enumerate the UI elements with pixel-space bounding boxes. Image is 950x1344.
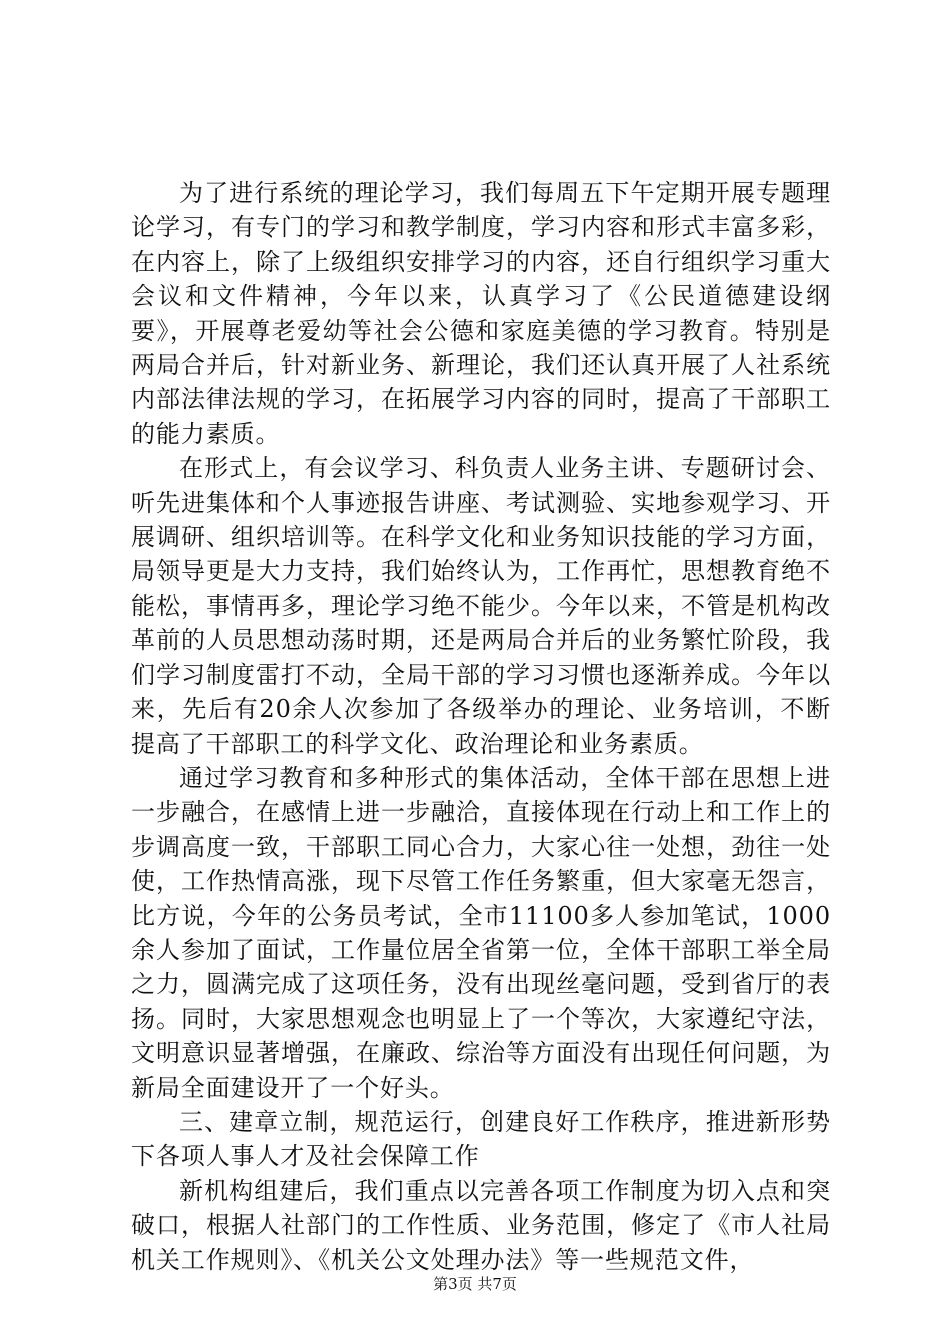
page-footer <box>0 1273 950 1294</box>
document-body <box>131 176 831 1277</box>
paragraph-study-forms: 在形式上，有会议学习、科负责人业务主讲、专题研讨会、听先进集体和个人事迹报告讲座、考试测验、实地参观学习、开展调研、组织培训等。在科学文化和业务知识技能的学习方面，局领导更是大力支持，我们始终认为，工作再忙，思想教育绝不能松，事情再多，理论学习绝不能少。今年以来，不管是机构改革前的人员思想动荡时期，还是两局合并后的业务繁忙阶段，我们学习制度雷打不动，全局干部的学习习惯也逐渐养成。今年以来，先后有20余人次参加了各级举办的理论、业务培训，不断提高了干部职工的科学文化、政治理论和业务素质。 <box>131 454 831 758</box>
paragraph-collective-activities: 通过学习教育和多种形式的集体活动，全体干部在思想上进一步融合，在感情上进一步融洽，直接体现在行动上和工作上的步调高度一致，干部职工同心合力，大家心往一处想，劲往一处使，工作热情高涨，现下尽管工作任务繁重，但大家毫无怨言，比方说，今年的公务员考试，全市11100多人参加笔试，1000余人参加了面试，工作量位居全省第一位，全体干部职工举全局之力，圆满完成了这项任务，没有出现丝毫问题，受到省厅的表扬。同时，大家思想观念也明显上了一个等次，大家遵纪守法，文明意识显著增强，在廉政、综治等方面没有出现任何问题，为新局全面建设开了一个好头。 <box>131 763 831 1102</box>
page-number: 第3页 共7页 <box>433 1275 517 1293</box>
section-heading-three: 三、建章立制，规范运行，创建良好工作秩序，推进新形势下各项人事人才及社会保障工作 <box>131 1107 831 1171</box>
paragraph-new-institution: 新机构组建后，我们重点以完善各项工作制度为切入点和突破口，根据人社部门的工作性质、业务范围，修定了《市人社局机关工作规则》、《机关公文处理办法》等一些规范文件， <box>131 1176 831 1274</box>
paragraph-study-system: 为了进行系统的理论学习，我们每周五下午定期开展专题理论学习，有专门的学习和教学制度，学习内容和形式丰富多彩，在内容上，除了上级组织安排学习的内容，还自行组织学习重大会议和文件精神，今年以来，认真学习了《公民道德建设纲要》，开展尊老爱幼等社会公德和家庭美德的学习教育。特别是两局合并后，针对新业务、新理论，我们还认真开展了人社系统内部法律法规的学习，在拓展学习内容的同时，提高了干部职工的能力素质。 <box>131 179 831 448</box>
